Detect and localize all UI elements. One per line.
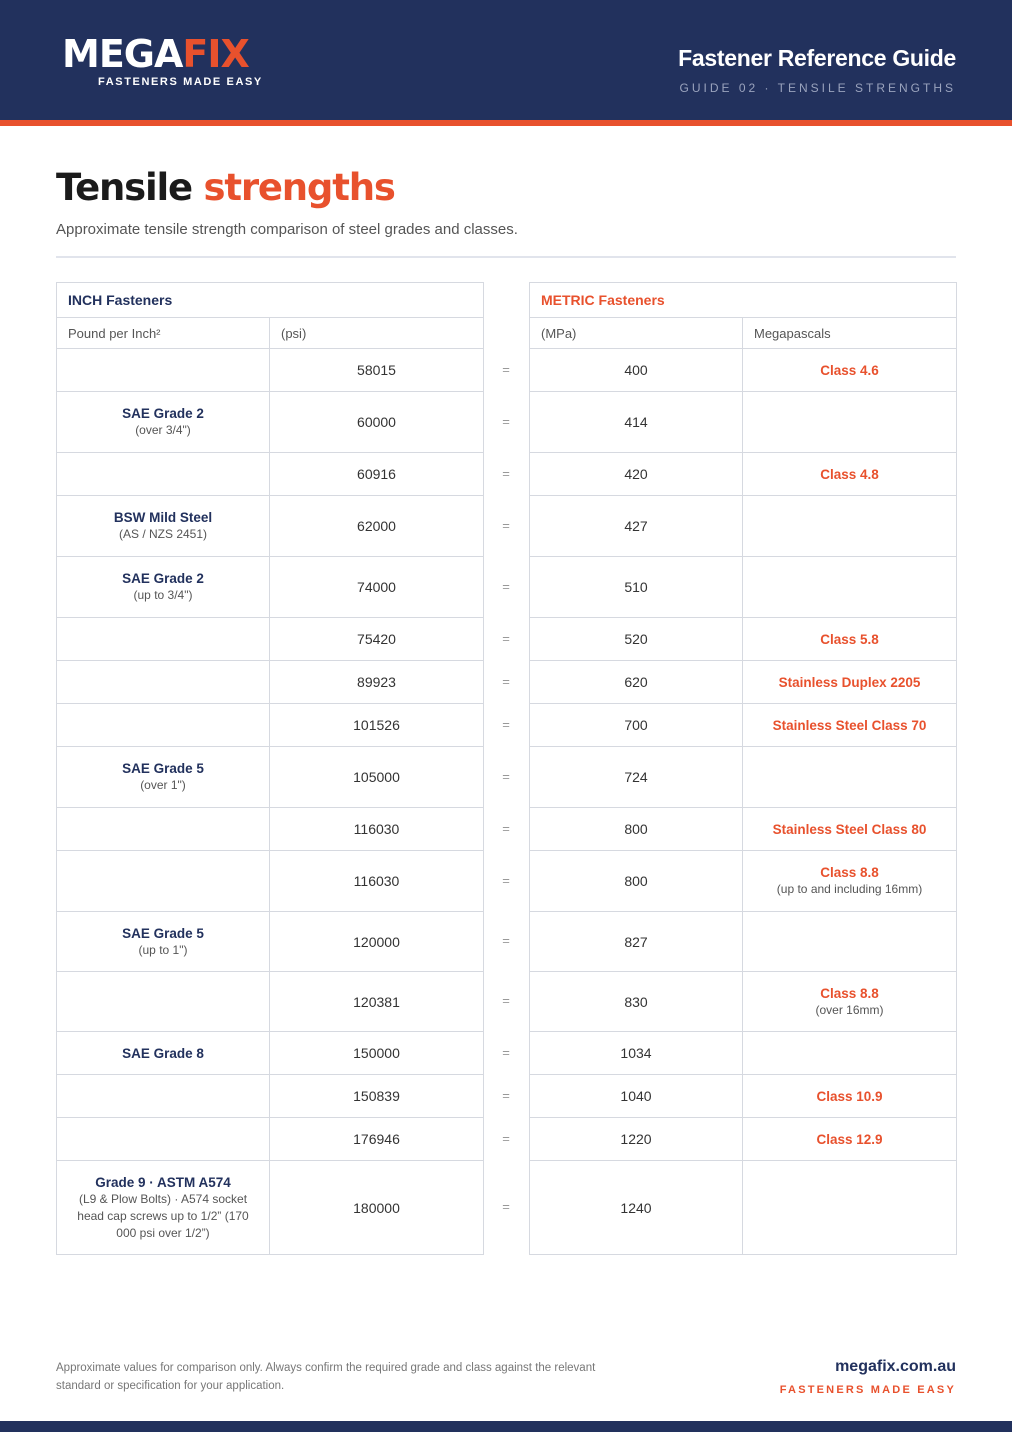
psi-value: 58015 bbox=[270, 349, 484, 392]
metric-table-row bbox=[530, 912, 957, 972]
psi-value: 60000 bbox=[270, 392, 484, 453]
header-accent-bar bbox=[0, 120, 1012, 126]
inch-table-row bbox=[57, 661, 484, 704]
page-header bbox=[0, 0, 1012, 120]
metric-fasteners-table bbox=[529, 282, 957, 1255]
class-cell bbox=[743, 496, 957, 557]
page-intro: Approximate tensile strength comparison of steel grades and classes. bbox=[56, 221, 518, 238]
equals-sign: = bbox=[502, 1087, 510, 1103]
class-cell bbox=[743, 392, 957, 453]
class-cell bbox=[743, 1075, 957, 1118]
class-name: Class 4.8 bbox=[820, 466, 879, 482]
grade-name: SAE Grade 8 bbox=[122, 1045, 204, 1061]
grade-note: (up to 3/4") bbox=[133, 588, 193, 602]
inch-table-row bbox=[57, 1075, 484, 1118]
grade-cell bbox=[57, 618, 270, 661]
psi-value: 150000 bbox=[270, 1032, 484, 1075]
mpa-value: 620 bbox=[530, 661, 743, 704]
grade-cell bbox=[57, 1032, 270, 1075]
class-cell bbox=[743, 912, 957, 972]
mpa-value: 510 bbox=[530, 557, 743, 618]
footer-bar bbox=[0, 1421, 1012, 1432]
inch-header-row bbox=[57, 318, 484, 349]
equals-sign: = bbox=[502, 872, 510, 888]
mpa-value: 1240 bbox=[530, 1161, 743, 1255]
class-name: Stainless Steel Class 80 bbox=[772, 821, 927, 837]
equals-sign: = bbox=[502, 1130, 510, 1146]
metric-table-row bbox=[530, 851, 957, 912]
grade-name: SAE Grade 5 bbox=[122, 761, 204, 776]
equals-sign: = bbox=[502, 361, 510, 377]
logo-wordmark bbox=[62, 34, 274, 74]
class-cell bbox=[743, 1118, 957, 1161]
equals-sign: = bbox=[502, 673, 510, 689]
grade-name: Grade 9 · ASTM A574 bbox=[95, 1174, 231, 1190]
psi-value: 62000 bbox=[270, 496, 484, 557]
metric-table-row bbox=[530, 747, 957, 808]
grade-note: (up to 1") bbox=[138, 942, 188, 957]
inch-col-header-1: Pound per Inch² bbox=[57, 318, 270, 349]
class-name: Class 8.8 bbox=[820, 865, 879, 880]
logo-wordmark-main: MEGA bbox=[62, 32, 183, 76]
mpa-value: 427 bbox=[530, 496, 743, 557]
psi-value: 75420 bbox=[270, 618, 484, 661]
grade-cell bbox=[57, 1075, 270, 1118]
inch-table-row bbox=[57, 392, 484, 453]
psi-value: 74000 bbox=[270, 557, 484, 618]
grade-cell bbox=[57, 349, 270, 392]
inch-table-row bbox=[57, 618, 484, 661]
class-name: Stainless Duplex 2205 bbox=[778, 674, 921, 690]
class-name: Class 12.9 bbox=[816, 1131, 883, 1147]
class-cell bbox=[743, 453, 957, 496]
metric-table-row bbox=[530, 808, 957, 851]
class-cell bbox=[743, 618, 957, 661]
metric-table-row bbox=[530, 1161, 957, 1255]
inch-table-row bbox=[57, 704, 484, 747]
metric-table-row bbox=[530, 453, 957, 496]
class-cell bbox=[743, 808, 957, 851]
page-title bbox=[56, 166, 395, 209]
equals-sign: = bbox=[502, 933, 510, 948]
inch-table-row bbox=[57, 557, 484, 618]
page-title-accent: strengths bbox=[203, 166, 395, 209]
grade-name: BSW Mild Steel bbox=[113, 510, 213, 525]
psi-value: 150839 bbox=[270, 1075, 484, 1118]
grade-cell bbox=[57, 808, 270, 851]
footer-tagline: FASTENERS MADE EASY bbox=[779, 1384, 956, 1396]
psi-value: 180000 bbox=[270, 1161, 484, 1255]
grade-cell bbox=[57, 704, 270, 747]
inch-table-row bbox=[57, 912, 484, 972]
equals-sign: = bbox=[502, 820, 510, 836]
mpa-value: 800 bbox=[530, 851, 743, 912]
megafix-logo bbox=[62, 34, 274, 88]
psi-value: 116030 bbox=[270, 851, 484, 912]
metric-table-row bbox=[530, 1118, 957, 1161]
metric-table-row bbox=[530, 704, 957, 747]
class-note: (up to and including 16mm) bbox=[776, 882, 923, 896]
metric-table-row bbox=[530, 496, 957, 557]
class-name: Class 4.6 bbox=[820, 362, 879, 378]
mpa-value: 414 bbox=[530, 392, 743, 453]
page-title-main: Tensile bbox=[56, 166, 192, 209]
class-note: (over 16mm) bbox=[815, 1002, 884, 1017]
psi-value: 120000 bbox=[270, 912, 484, 972]
equals-sign: = bbox=[502, 630, 510, 646]
grade-cell bbox=[57, 972, 270, 1032]
metric-table-row bbox=[530, 618, 957, 661]
inch-table-row bbox=[57, 851, 484, 912]
class-name: Class 10.9 bbox=[816, 1088, 883, 1104]
psi-value: 60916 bbox=[270, 453, 484, 496]
inch-table-row bbox=[57, 808, 484, 851]
class-name: Class 8.8 bbox=[820, 985, 879, 1001]
psi-value: 89923 bbox=[270, 661, 484, 704]
grade-note: (over 1") bbox=[140, 778, 186, 792]
inch-table-row bbox=[57, 1032, 484, 1075]
mpa-value: 800 bbox=[530, 808, 743, 851]
inch-table-row bbox=[57, 496, 484, 557]
grade-name: SAE Grade 5 bbox=[122, 925, 204, 941]
class-name: Stainless Steel Class 70 bbox=[772, 717, 927, 733]
inch-table-row bbox=[57, 1118, 484, 1161]
footer-disclaimer: Approximate values for comparison only. Always confirm the required grade and class against the relevant standard or specification for your application. bbox=[56, 1362, 596, 1392]
divider bbox=[56, 256, 956, 258]
metric-col-header-2: Megapascals bbox=[743, 318, 957, 349]
metric-table-row bbox=[530, 972, 957, 1032]
grade-note: (over 3/4") bbox=[135, 423, 191, 437]
metric-header-row bbox=[530, 318, 957, 349]
equals-sign: = bbox=[502, 993, 510, 1008]
grade-cell bbox=[57, 496, 270, 557]
grade-note: (L9 & Plow Bolts) · A574 socket head cap screws up to 1/2” (170 000 psi over 1/2”) bbox=[77, 1191, 249, 1240]
metric-table-row bbox=[530, 1075, 957, 1118]
class-cell bbox=[743, 704, 957, 747]
equals-sign: = bbox=[502, 413, 510, 429]
equals-sign: = bbox=[502, 1199, 510, 1214]
mpa-value: 1034 bbox=[530, 1032, 743, 1075]
inch-caption-row bbox=[57, 283, 484, 318]
grade-note: (AS / NZS 2451) bbox=[118, 527, 208, 541]
class-cell bbox=[743, 747, 957, 808]
equals-sign: = bbox=[502, 517, 510, 533]
guide-title: Fastener Reference Guide bbox=[678, 45, 956, 71]
metric-table-row bbox=[530, 557, 957, 618]
grade-cell bbox=[57, 851, 270, 912]
mpa-value: 700 bbox=[530, 704, 743, 747]
grade-name: SAE Grade 2 bbox=[122, 571, 204, 586]
inch-fasteners-table bbox=[56, 282, 484, 1255]
equals-sign: = bbox=[502, 768, 510, 784]
metric-table-row bbox=[530, 661, 957, 704]
metric-col-header-1: (MPa) bbox=[530, 318, 743, 349]
equals-sign: = bbox=[502, 578, 510, 594]
class-cell bbox=[743, 557, 957, 618]
inch-table-row bbox=[57, 747, 484, 808]
equals-sign: = bbox=[502, 716, 510, 732]
grade-cell bbox=[57, 661, 270, 704]
class-cell bbox=[743, 1161, 957, 1255]
inch-table-row bbox=[57, 972, 484, 1032]
mpa-value: 830 bbox=[530, 972, 743, 1032]
psi-value: 101526 bbox=[270, 704, 484, 747]
grade-cell bbox=[57, 912, 270, 972]
inch-table-row bbox=[57, 1161, 484, 1255]
mpa-value: 400 bbox=[530, 349, 743, 392]
class-cell bbox=[743, 661, 957, 704]
mpa-value: 724 bbox=[530, 747, 743, 808]
grade-cell bbox=[57, 557, 270, 618]
mpa-value: 827 bbox=[530, 912, 743, 972]
inch-table-row bbox=[57, 453, 484, 496]
mpa-value: 420 bbox=[530, 453, 743, 496]
class-cell bbox=[743, 1032, 957, 1075]
equals-sign: = bbox=[502, 465, 510, 481]
grade-cell bbox=[57, 747, 270, 808]
equals-sign: = bbox=[502, 1044, 510, 1060]
logo-wordmark-accent: FIX bbox=[182, 32, 249, 76]
inch-table-row bbox=[57, 349, 484, 392]
psi-value: 116030 bbox=[270, 808, 484, 851]
psi-value: 105000 bbox=[270, 747, 484, 808]
metric-table-row bbox=[530, 392, 957, 453]
class-cell bbox=[743, 972, 957, 1032]
grade-cell bbox=[57, 1161, 270, 1255]
guide-subtitle: GUIDE 02 · TENSILE STRENGTHS bbox=[679, 81, 956, 95]
class-name: Class 5.8 bbox=[820, 631, 879, 647]
grade-cell bbox=[57, 392, 270, 453]
psi-value: 120381 bbox=[270, 972, 484, 1032]
metric-table-caption: METRIC Fasteners bbox=[530, 283, 957, 318]
grade-name: SAE Grade 2 bbox=[122, 406, 204, 421]
class-cell bbox=[743, 851, 957, 912]
inch-col-header-2: (psi) bbox=[270, 318, 484, 349]
mpa-value: 1040 bbox=[530, 1075, 743, 1118]
grade-cell bbox=[57, 453, 270, 496]
grade-cell bbox=[57, 1118, 270, 1161]
metric-table-row bbox=[530, 1032, 957, 1075]
psi-value: 176946 bbox=[270, 1118, 484, 1161]
inch-table-caption: INCH Fasteners bbox=[57, 283, 484, 318]
mpa-value: 1220 bbox=[530, 1118, 743, 1161]
metric-caption-row bbox=[530, 283, 957, 318]
metric-table-row bbox=[530, 349, 957, 392]
footer-website-link[interactable]: megafix.com.au bbox=[835, 1358, 956, 1375]
mpa-value: 520 bbox=[530, 618, 743, 661]
logo-tagline: FASTENERS MADE EASY bbox=[98, 76, 263, 88]
class-cell bbox=[743, 349, 957, 392]
